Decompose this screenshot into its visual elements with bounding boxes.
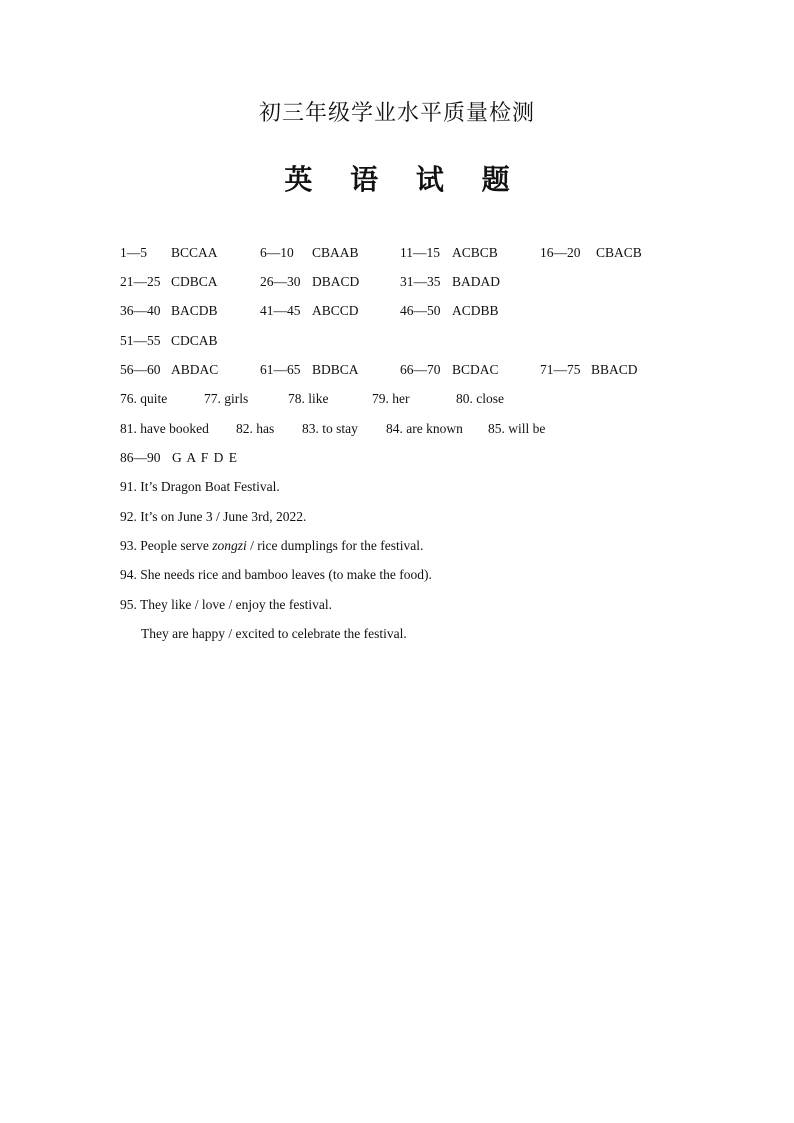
fill-answer: 81. have booked bbox=[120, 421, 209, 436]
answer-text: ABCCD bbox=[312, 303, 359, 318]
range-label: 31—35 bbox=[400, 274, 441, 289]
short-answer-95 bbox=[0, 595, 794, 615]
range-label: 21—25 bbox=[120, 274, 161, 289]
answer-text: ACDBB bbox=[452, 303, 499, 318]
range-label: 26—30 bbox=[260, 274, 301, 289]
range-label: 66—70 bbox=[400, 362, 441, 377]
fill-answer: 82. has bbox=[236, 421, 275, 436]
short-answer-95-extra bbox=[0, 624, 794, 644]
fill-row-2 bbox=[0, 419, 794, 439]
range-label: 71—75 bbox=[540, 362, 581, 377]
answer-text: BCDAC bbox=[452, 362, 499, 377]
answer-row-3 bbox=[0, 301, 794, 321]
answer-sentence: They are happy / excited to celebrate the festival. bbox=[141, 626, 407, 641]
answer-text: ACBCB bbox=[452, 245, 498, 260]
answer-text: CBAAB bbox=[312, 245, 359, 260]
answer-row-2 bbox=[0, 272, 794, 292]
range-label: 51—55 bbox=[120, 333, 161, 348]
fill-answer: 83. to stay bbox=[302, 421, 358, 436]
fill-answer: 80. close bbox=[456, 391, 504, 406]
answer-row-5 bbox=[0, 360, 794, 380]
range-label: 1—5 bbox=[120, 245, 147, 260]
answer-sentence bbox=[120, 536, 423, 556]
answer-text: ABDAC bbox=[171, 362, 219, 377]
answer-sentence: 95. They like / love / enjoy the festival. bbox=[120, 597, 332, 612]
range-label: 61—65 bbox=[260, 362, 301, 377]
page-title: 初三年级学业水平质量检测 bbox=[258, 101, 535, 126]
answer-text: DBACD bbox=[312, 274, 360, 289]
answer-text: BDBCA bbox=[312, 362, 359, 377]
answer-sentence: 91. It’s Dragon Boat Festival. bbox=[120, 479, 280, 494]
answer-text-post: / rice dumplings for the festival. bbox=[246, 538, 424, 553]
short-answer-92 bbox=[0, 507, 794, 527]
answer-text: BADAD bbox=[452, 274, 501, 289]
fill-answer: 84. are known bbox=[386, 421, 463, 436]
answer-text: CDBCA bbox=[171, 274, 218, 289]
fill-answer: 77. girls bbox=[204, 391, 249, 406]
answer-text: BACDB bbox=[171, 303, 218, 318]
answer-text-italic: zongzi bbox=[212, 538, 247, 553]
short-answer-94 bbox=[0, 565, 794, 585]
short-answer-93 bbox=[0, 536, 794, 556]
fill-answer: 76. quite bbox=[120, 391, 168, 406]
range-label: 11—15 bbox=[400, 245, 440, 260]
page-subtitle: 英 语 试 题 bbox=[284, 163, 524, 196]
answer-text: CBACB bbox=[596, 245, 642, 260]
short-answer-91 bbox=[0, 477, 794, 497]
range-label: 36—40 bbox=[120, 303, 161, 318]
answer-text: BCCAA bbox=[171, 245, 218, 260]
answer-text: BBACD bbox=[591, 362, 638, 377]
answer-row-1 bbox=[0, 243, 794, 263]
match-row bbox=[0, 448, 794, 468]
range-label: 56—60 bbox=[120, 362, 161, 377]
fill-row-1 bbox=[0, 389, 794, 409]
fill-answer: 85. will be bbox=[488, 421, 546, 436]
fill-answer: 78. like bbox=[288, 391, 329, 406]
answer-text-pre: 93. People serve bbox=[120, 538, 213, 553]
fill-answer: 79. her bbox=[372, 391, 410, 406]
answer-text: G A F D E bbox=[172, 450, 239, 465]
range-label: 16—20 bbox=[540, 245, 581, 260]
answer-sentence: 94. She needs rice and bamboo leaves (to make the food). bbox=[120, 567, 432, 582]
answer-text: CDCAB bbox=[171, 333, 218, 348]
answer-row-4 bbox=[0, 331, 794, 351]
answer-sentence: 92. It’s on June 3 / June 3rd, 2022. bbox=[120, 509, 307, 524]
range-label: 46—50 bbox=[400, 303, 441, 318]
range-label: 86—90 bbox=[120, 450, 161, 465]
range-label: 41—45 bbox=[260, 303, 301, 318]
range-label: 6—10 bbox=[260, 245, 294, 260]
